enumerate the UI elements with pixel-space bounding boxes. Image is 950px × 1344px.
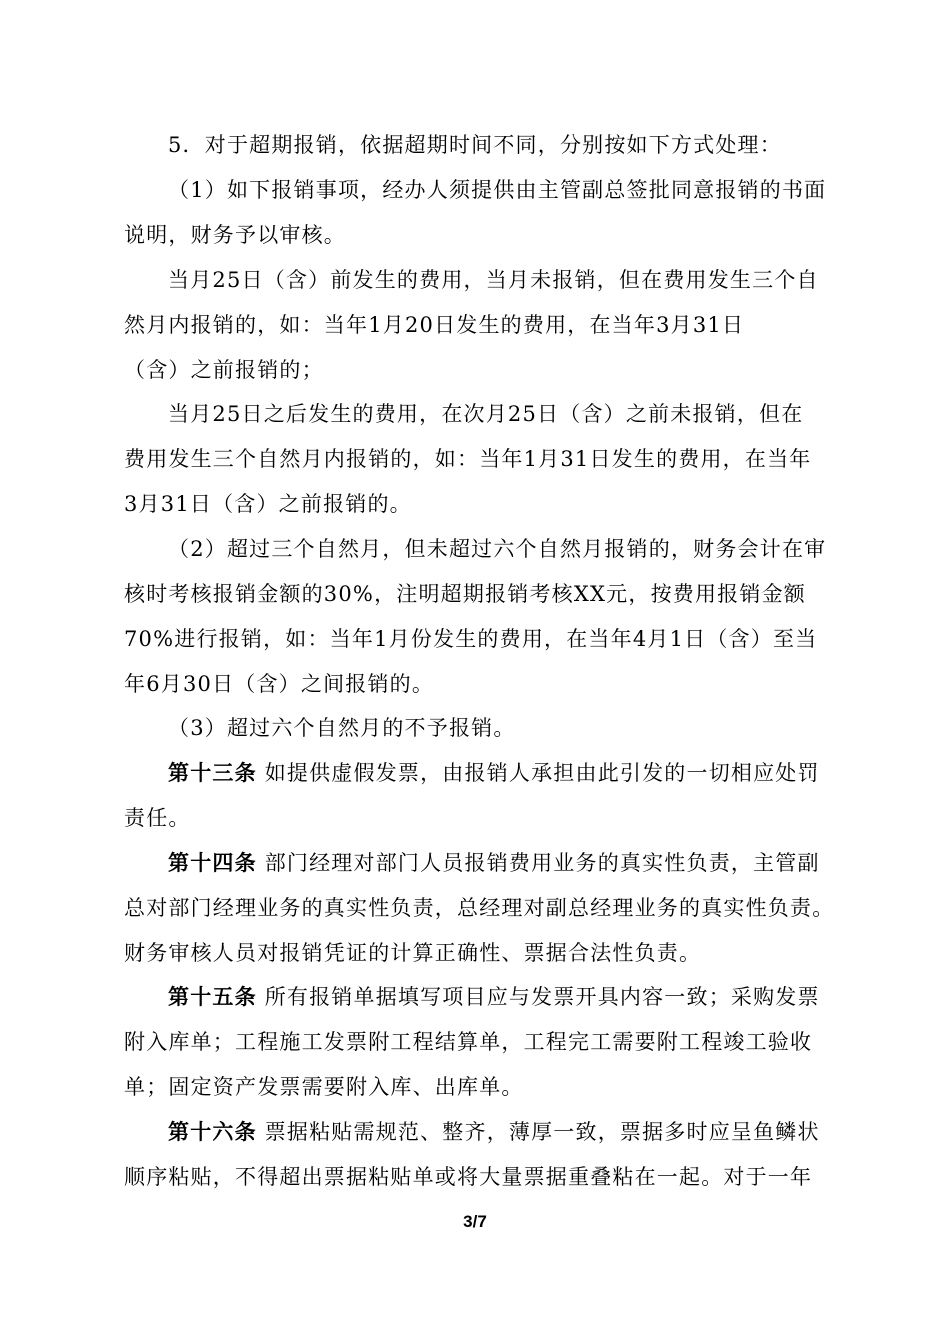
paragraph-line: 费用发生三个自然月内报销的，如：当年1月31日发生的费用，在当年 [124,447,812,471]
article-15-heading: 第十五条 [168,984,257,1009]
paragraph-line: 单；固定资产发票需要附入库、出库单。 [124,1075,524,1099]
article-13-text: 如提供虚假发票，由报销人承担由此引发的一切相应处罚 [264,761,820,785]
article-13-heading: 第十三条 [168,760,257,785]
article-13-line [168,759,828,787]
paragraph-line: 3月31日（含）之前报销的。 [124,492,412,516]
paragraph-line: 核时考核报销金额的30%，注明超期报销考核XX元，按费用报销金额 [124,582,806,606]
article-14-heading: 第十四条 [168,850,257,875]
article-16-heading: 第十六条 [168,1119,257,1144]
paragraph-line: 责任。 [124,806,191,830]
article-14-text: 部门经理对部门人员报销费用业务的真实性负责，主管副 [264,851,820,875]
paragraph-line: 当月25日（含）前发生的费用，当月未报销，但在费用发生三个自 [168,268,819,292]
paragraph-line: 5．对于超期报销，依据超期时间不同，分别按如下方式处理： [168,133,782,157]
article-16-line [168,1118,828,1146]
paragraph-line: （含）之前报销的； [124,358,324,382]
article-14-line [168,849,828,877]
article-15-text: 所有报销单据填写项目应与发票开具内容一致；采购发票 [264,985,820,1009]
paragraph-line: （1）如下报销事项，经办人须提供由主管副总签批同意报销的书面 [168,178,827,202]
paragraph-line: 70%进行报销，如：当年1月份发生的费用，在当年4月1日（含）至当 [124,627,818,651]
paragraph-line: 说明，财务予以审核。 [124,223,346,247]
article-15-line [168,983,828,1011]
paragraph-line: 然月内报销的，如：当年1月20日发生的费用，在当年3月31日 [124,313,745,337]
paragraph-line: （2）超过三个自然月，但未超过六个自然月报销的，财务会计在审 [168,537,827,561]
paragraph-line: （3）超过六个自然月的不予报销。 [168,716,516,740]
paragraph-line: 财务审核人员对报销凭证的计算正确性、票据合法性负责。 [124,941,702,965]
paragraph-line: 总对部门经理业务的真实性负责，总经理对副总经理业务的真实性负责。 [124,896,835,920]
paragraph-line: 顺序粘贴，不得超出票据粘贴单或将大量票据重叠粘在一起。对于一年 [124,1165,813,1189]
paragraph-line: 当月25日之后发生的费用，在次月25日（含）之前未报销，但在 [168,402,804,426]
page-number: 3/7 [463,1212,487,1231]
paragraph-line: 附入库单；工程施工发票附工程结算单，工程完工需要附工程竣工验收 [124,1030,813,1054]
article-16-text: 票据粘贴需规范、整齐，薄厚一致，票据多时应呈鱼鳞状 [264,1120,820,1144]
paragraph-line: 年6月30日（含）之间报销的。 [124,672,435,696]
